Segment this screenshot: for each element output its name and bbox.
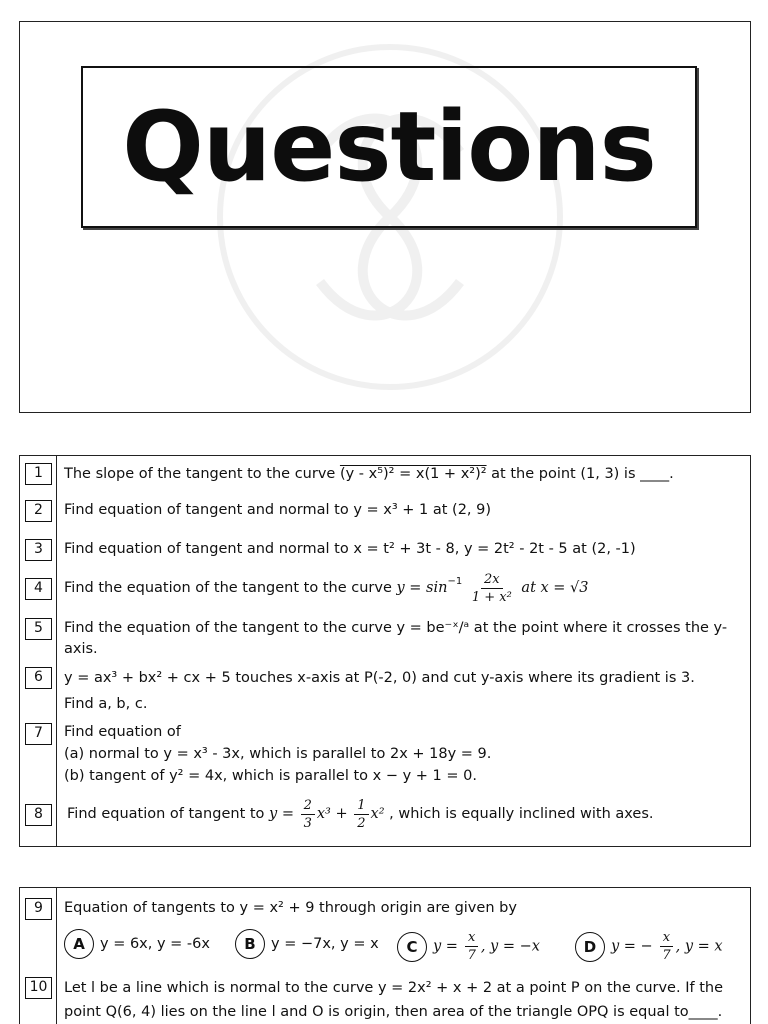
question-line: Let l be a line which is normal to the curve y = 2x² + x + 2 at a point P on the curve. If the [64,980,723,996]
question-line: Find a, b, c. [64,696,148,712]
fraction-denominator: 1 + x² [471,589,512,605]
math-expression: x² [370,806,385,822]
question-number: 1 [25,463,52,485]
question-number: 2 [25,500,52,522]
math-expression: at x = √3 [516,580,589,596]
fraction-denominator: 7 [662,948,671,963]
math-expression: , y = x [675,938,723,955]
question-text-part: , which is equally inclined with axes. [384,806,654,822]
question-text-part: at the point (1, 3) is ____. [486,466,674,482]
option-text [433,929,540,964]
option-c[interactable] [397,929,540,964]
question-line: y = ax³ + bx² + cx + 5 touches x-axis at P(-2, 0) and cut y-axis where its gradient is 3. [64,670,695,686]
question-text [64,665,742,717]
question-text-part: The slope of the tangent to the curve [64,466,340,482]
question-text [64,976,742,1024]
page-title: Questions [122,91,656,203]
fraction-numerator: x [660,929,673,947]
questions-card-2 [19,887,751,1024]
column-divider [56,888,57,1024]
question-text [64,464,742,485]
option-label[interactable]: A [64,929,94,959]
question-number: 7 [25,723,52,745]
question-number: 4 [25,578,52,600]
math-expression: , y = −x [480,938,540,955]
question-line: Find equation of [64,724,181,740]
option-text: y = −7x, y = x [271,936,379,952]
option-label[interactable]: B [235,929,265,959]
column-divider [56,456,57,846]
fraction-numerator: x [465,929,478,947]
question-text [67,794,742,834]
question-text-part: Find equation of tangent to [67,806,270,822]
question-text: Find equation of tangent and normal to y = x³ + 1 at (2, 9) [64,502,492,518]
math-exponent: −1 [447,576,463,587]
question-number: 5 [25,618,52,640]
question-text: Find equation of tangent and normal to x = t² + 3t - 8, y = 2t² - 2t - 5 at (2, -1) [64,541,636,557]
question-number: 10 [25,977,52,999]
fraction-denominator: 7 [467,948,476,963]
math-fraction [354,797,368,832]
option-label[interactable]: C [397,932,427,962]
question-number: 8 [25,804,52,826]
question-number: 9 [25,898,52,920]
fraction-numerator: 2 [301,797,315,815]
question-text: Find the equation of the tangent to the curve y = be⁻ˣ/ᵃ at the point where it crosses the y-axis. [64,620,728,657]
math-expression: y = − [611,938,653,955]
question-text: Equation of tangents to y = x² + 9 through origin are given by [64,900,517,916]
fraction-numerator: 2x [481,571,503,589]
option-text [611,929,723,964]
question-line: point Q(6, 4) lies on the line l and O is origin, then area of the triangle OPQ is equal to____. [64,1004,723,1020]
option-label[interactable]: D [575,932,605,962]
math-fraction [659,929,673,964]
question-number: 3 [25,539,52,561]
option-a[interactable] [64,929,210,959]
math-fraction [469,571,515,606]
option-b[interactable] [235,929,379,959]
question-number: 6 [25,667,52,689]
fraction-denominator: 3 [303,815,312,831]
question-text [64,568,742,608]
math-expression: x³ + [316,806,348,822]
question-line: (a) normal to y = x³ - 3x, which is parallel to 2x + 18y = 9. [64,746,492,762]
math-fraction [301,797,315,832]
math-expression: y = sin [396,580,448,596]
answer-options [64,929,754,961]
title-box [81,66,697,228]
question-text-part: Find the equation of the tangent to the curve [64,580,397,596]
option-text: y = 6x, y = -6x [100,936,210,952]
option-d[interactable] [575,929,723,964]
questions-card [19,455,751,847]
math-expression: y = [433,938,458,955]
math-fraction [465,929,479,964]
fraction-denominator: 2 [357,815,366,831]
math-expression: y = [269,806,294,822]
question-line: (b) tangent of y² = 4x, which is parallel to x − y + 1 = 0. [64,768,477,784]
question-text [64,721,742,787]
fraction-numerator: 1 [354,797,368,815]
title-card [19,21,751,413]
question-equation: (y - x⁵)² = x(1 + x²)² [339,466,487,482]
